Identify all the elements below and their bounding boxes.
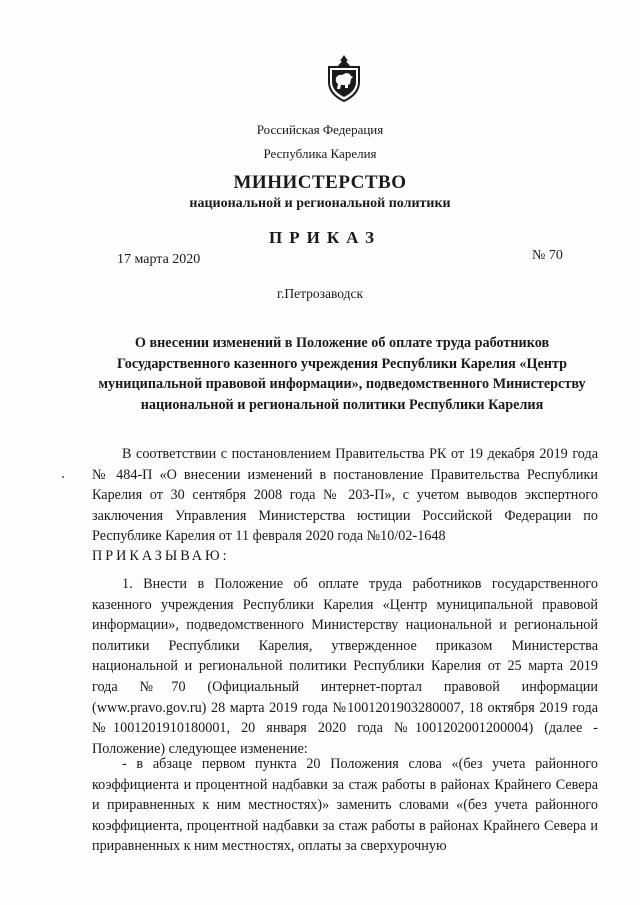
decree-word: ПРИКАЗЫВАЮ: bbox=[92, 548, 230, 564]
federation-label: Российская Федерация bbox=[256, 122, 384, 137]
karelia-coat-of-arms-icon bbox=[326, 54, 362, 102]
item-1a-paragraph: - в абзаце первом пункта 20 Положения слова «(без учета районного коэффициента и процентной надбавки за стаж работы в районах Крайнего Севера и приравненных к ним местностях)» заменить словами «(без учета районного коэффициента, процентной надбавки за стаж работы в районах Крайнего Севера и приравненных к ним местностях, оплаты за сверхурочную bbox=[92, 756, 598, 855]
order-date: 17 марта 2020 bbox=[117, 252, 201, 267]
order-number: № 70 bbox=[532, 248, 563, 263]
order-subject: О внесении изменений в Положение об оплате труда работников Государственного казенного учреждения Республики Карелия «Центр муниципальной правовой информации», подведомственного Министерству национальной и региональной политики Республики Карелия bbox=[98, 335, 586, 413]
ministry-title: МИНИСТЕРСТВО bbox=[233, 172, 407, 193]
republic-label: Республика Карелия bbox=[263, 146, 377, 161]
preamble-paragraph: В соответствии с постановлением Правительства РК от 19 декабря 2019 года № 484-П «О внесении изменений в постановление Правительства Республики Карелия от 30 сентября 2008 года № 203-П», с учетом выводов экспертного заключения Управления Министерства юстиции Российской Федерации по Республике Карелия от 11 февраля 2020 года №10/02-1648 bbox=[92, 446, 598, 545]
order-title: ПРИКАЗ bbox=[269, 228, 381, 247]
city-label: г.Петрозаводск bbox=[276, 286, 364, 301]
scan-speck bbox=[62, 476, 64, 478]
item-1-paragraph: 1. Внести в Положение об оплате труда работников государственного казенного учреждения Республики Карелия «Центр муниципальной правовой информации», подведомственного Министерству национальной и региональной политики Республики Карелия, утвержденное приказом Министерства национальной и региональной политики Республики Карелия от 25 марта 2019 года №70 (Официальный интернет-портал правовой информации (www.pravo.gov.ru) 28 марта 2019 года №1001201903280007, 18 октября 2019 года №1001201910180001, 20 января 2020 года №1001202001200004) (далее - Положение) следующее изменение: bbox=[92, 576, 598, 757]
ministry-subtitle: национальной и региональной политики bbox=[189, 196, 451, 211]
